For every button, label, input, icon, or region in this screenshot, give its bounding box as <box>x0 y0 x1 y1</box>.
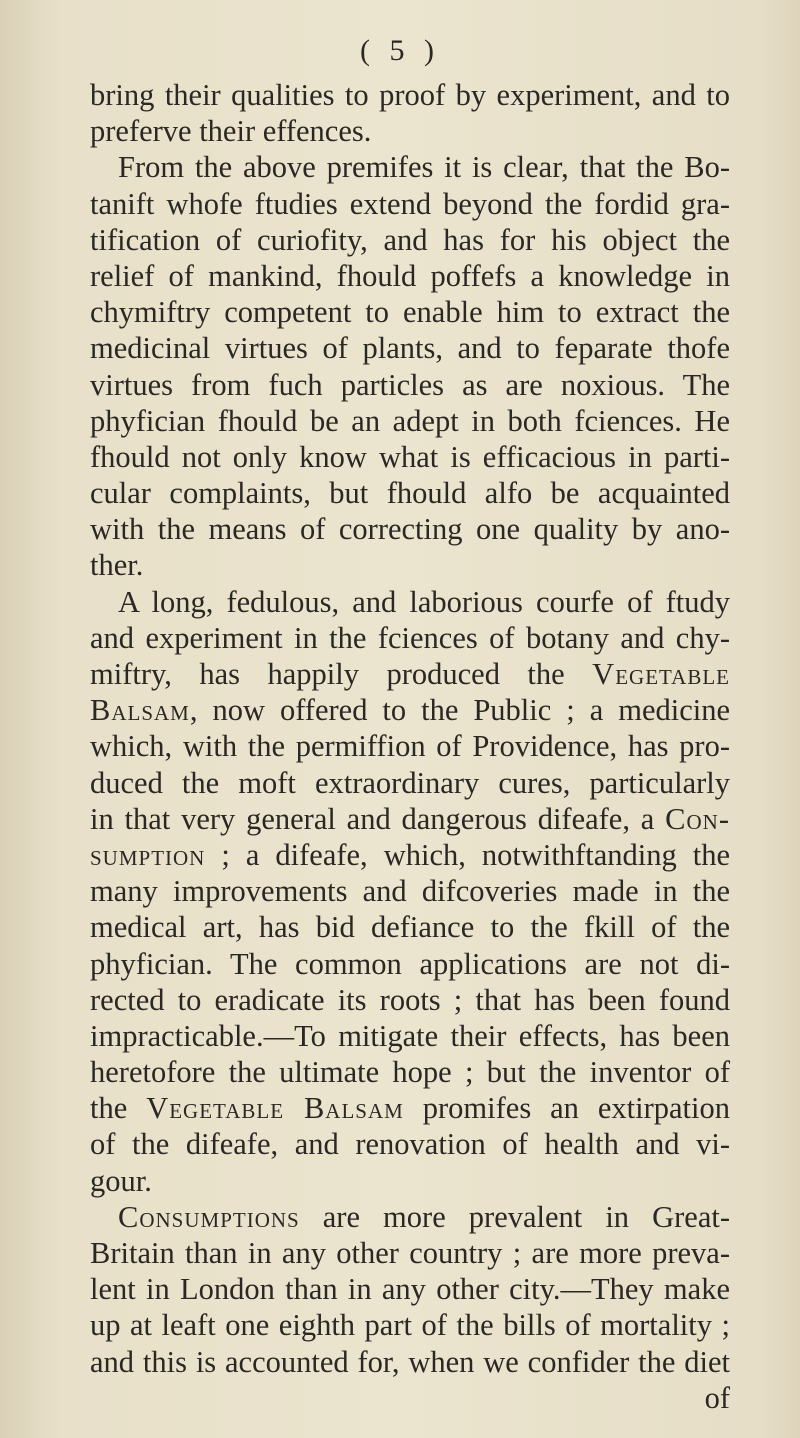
small-caps-text: Con- <box>665 801 730 836</box>
text-run: promifes an extirpation <box>403 1091 730 1126</box>
text-line <box>90 330 730 366</box>
text-run: miftry, has happily produced the <box>90 657 593 691</box>
text-run: chymiftry competent to enable him to extract the <box>90 295 730 330</box>
text-run: bring their qualities to proof by experiment, and to <box>90 78 730 112</box>
text-line <box>90 186 730 222</box>
text-run: up at leaft one eighth part of the bills of mortality ; <box>90 1308 730 1343</box>
text-line <box>90 1018 730 1054</box>
text-line <box>90 982 730 1018</box>
text-run: many improvements and difcoveries made in the <box>90 874 730 909</box>
text-line <box>90 1271 730 1307</box>
text-line <box>90 403 730 439</box>
text-line <box>90 77 730 113</box>
text-run: tanift whofe ftudies extend beyond the fordid gra- <box>90 186 730 221</box>
body-text <box>90 77 730 1416</box>
text-run: which, with the permiffion of Providence, has pro- <box>90 729 730 764</box>
text-run: tification of curiofity, and has for his object the <box>90 222 730 257</box>
text-line <box>90 1344 730 1380</box>
text-line <box>90 1054 730 1090</box>
text-line <box>90 511 730 547</box>
text-line <box>90 294 730 330</box>
text-run: From the above premifes it is clear, that the Bo- <box>118 150 730 185</box>
text-run: medicinal virtues of plants, and to feparate thofe <box>90 331 730 366</box>
text-run: the <box>90 1091 147 1126</box>
text-line <box>90 692 730 728</box>
text-line <box>90 222 730 258</box>
text-run: phyfician. The common applications are not di- <box>90 946 730 981</box>
text-run: lent in London than in any other city.—They make <box>90 1272 730 1307</box>
text-run: and this is accounted for, when we confider the diet <box>90 1344 730 1379</box>
text-line <box>90 837 730 873</box>
text-line <box>90 620 730 656</box>
text-line <box>90 113 730 149</box>
text-run: medical art, has bid defiance to the fkill of the <box>90 910 730 945</box>
text-run: phyfician fhould be an adept in both fciences. He <box>90 403 730 438</box>
text-run: , now offered to the Public ; a medicine <box>189 693 730 728</box>
text-run: ; a difeafe, which, notwithftanding the <box>205 837 730 872</box>
text-line <box>90 1090 730 1126</box>
text-line <box>90 584 730 620</box>
text-line <box>90 1163 730 1199</box>
text-run: of the difeafe, and renovation of health and vi- <box>90 1127 730 1162</box>
text-run: duced the moft extraordinary cures, particularly <box>90 765 730 800</box>
text-line <box>90 909 730 945</box>
small-caps-text: Balsam <box>90 693 190 728</box>
text-line <box>90 1235 730 1271</box>
text-line <box>90 1126 730 1162</box>
text-line <box>90 367 730 403</box>
text-line <box>90 547 730 583</box>
small-caps-text: Vegetable <box>592 657 730 691</box>
text-line <box>90 946 730 982</box>
text-line <box>90 1199 730 1235</box>
text-line <box>90 1380 730 1416</box>
page-number-header: ( 5 ) <box>360 34 440 67</box>
text-run: gour. <box>90 1163 152 1198</box>
text-run: impracticable.—To mitigate their effects, has been <box>90 1018 730 1053</box>
text-line <box>90 439 730 475</box>
text-line <box>90 475 730 511</box>
small-caps-text: sumption <box>90 837 206 872</box>
text-run: are more prevalent in Great- <box>299 1199 730 1234</box>
text-run: heretofore the ultimate hope ; but the inventor of <box>90 1055 730 1090</box>
text-run: virtues from fuch particles as are noxious. The <box>90 367 730 402</box>
text-line <box>90 656 730 692</box>
small-caps-text: Vegetable Balsam <box>146 1091 404 1126</box>
text-run: relief of mankind, fhould poffefs a knowledge in <box>90 258 730 293</box>
text-run: of <box>704 1380 730 1415</box>
text-line <box>90 258 730 294</box>
text-run: cular complaints, but fhould alfo be acquainted <box>90 476 730 511</box>
text-line <box>90 873 730 909</box>
text-line <box>90 801 730 837</box>
text-line <box>90 728 730 764</box>
text-run: in that very general and dangerous difeafe, a <box>90 801 666 836</box>
text-run: Britain than in any other country ; are more preva- <box>90 1236 730 1270</box>
text-run: fhould not only know what is efficacious in parti- <box>90 439 730 474</box>
text-line <box>90 765 730 801</box>
text-run: preferve their effences. <box>90 114 372 149</box>
small-caps-text: Consumptions <box>118 1199 300 1234</box>
text-line <box>90 1307 730 1343</box>
text-run: and experiment in the fciences of botany and chy- <box>90 620 730 655</box>
text-run: A long, fedulous, and laborious courfe of ftudy <box>118 584 730 619</box>
text-run: with the means of correcting one quality by ano- <box>90 512 730 547</box>
text-run: rected to eradicate its roots ; that has been found <box>90 982 730 1017</box>
text-line <box>90 149 730 185</box>
text-run: ther. <box>90 548 144 583</box>
